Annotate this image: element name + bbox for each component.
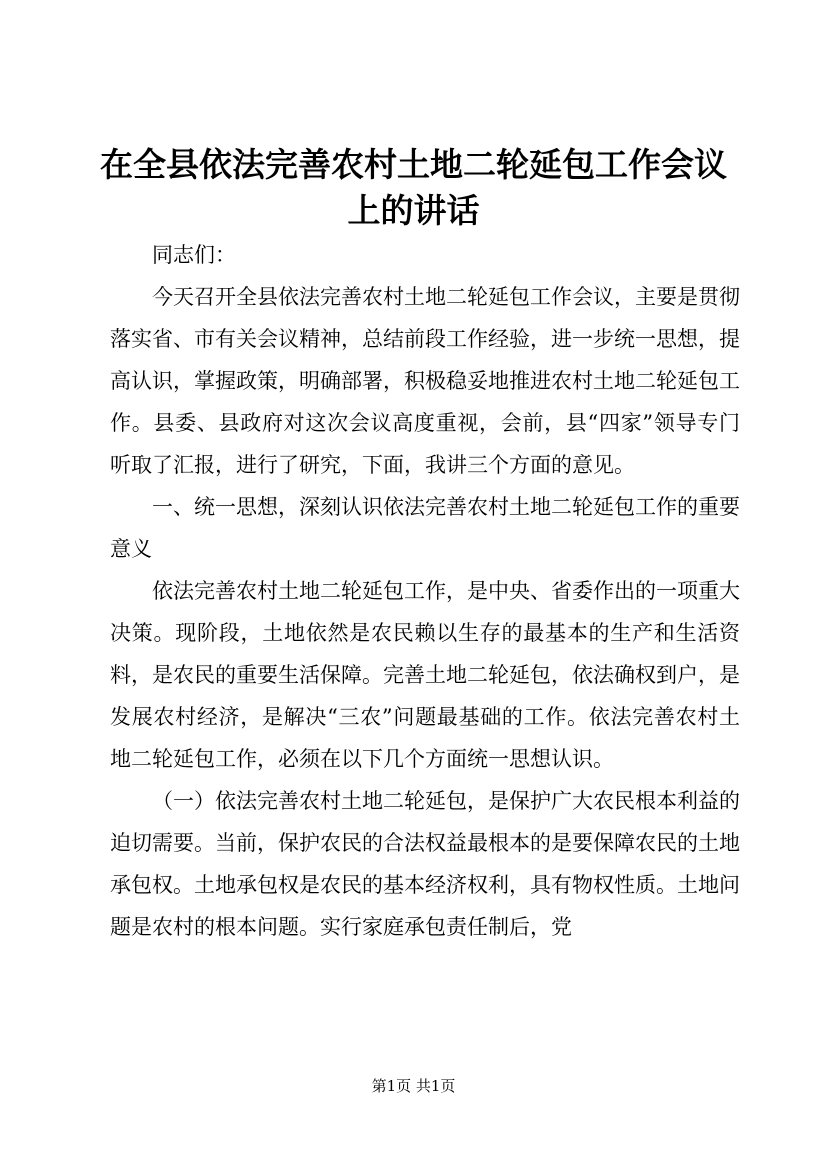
- section-heading: 一、统一思想，深刻认识依法完善农村土地二轮延包工作的重要意义: [110, 495, 740, 561]
- salutation: 同志们：: [152, 243, 236, 267]
- paragraph-intro: 今天召开全县依法完善农村土地二轮延包工作会议，主要是贯彻落实省、市有关会议精神，总结前段工作经验，进一步统一思想，提高认识，掌握政策，明确部署，积极稳妥地推进农村土地二轮延包工作。县委、县政府对这次会议高度重视，会前，县“四家”领导专门听取了汇报，进行了研究，下面，我讲三个方面的意见。: [110, 285, 740, 477]
- document-title: 在全县依法完善农村土地二轮延包工作会议上的讲话: [100, 145, 727, 230]
- page-footer: 第1页 共1页: [371, 1077, 456, 1095]
- paragraph-point-one: （一）依法完善农村土地二轮延包，是保护广大农民根本利益的迫切需要。当前，保护农民的合法权益最根本的是要保障农民的土地承包权。土地承包权是农民的基本经济权利，具有物权性质。土地问题是农村的根本问题。实行家庭承包责任制后，党: [110, 789, 740, 939]
- document-body: [110, 234, 740, 948]
- paragraph-section-one: 依法完善农村土地二轮延包工作，是中央、省委作出的一项重大决策。现阶段，土地依然是农民赖以生存的最基本的生产和生活资料，是农民的重要生活保障。完善土地二轮延包，依法确权到户，是发展农村经济，是解决“三农”问题最基础的工作。依法完善农村土地二轮延包工作，必须在以下几个方面统一思想认识。: [110, 579, 740, 771]
